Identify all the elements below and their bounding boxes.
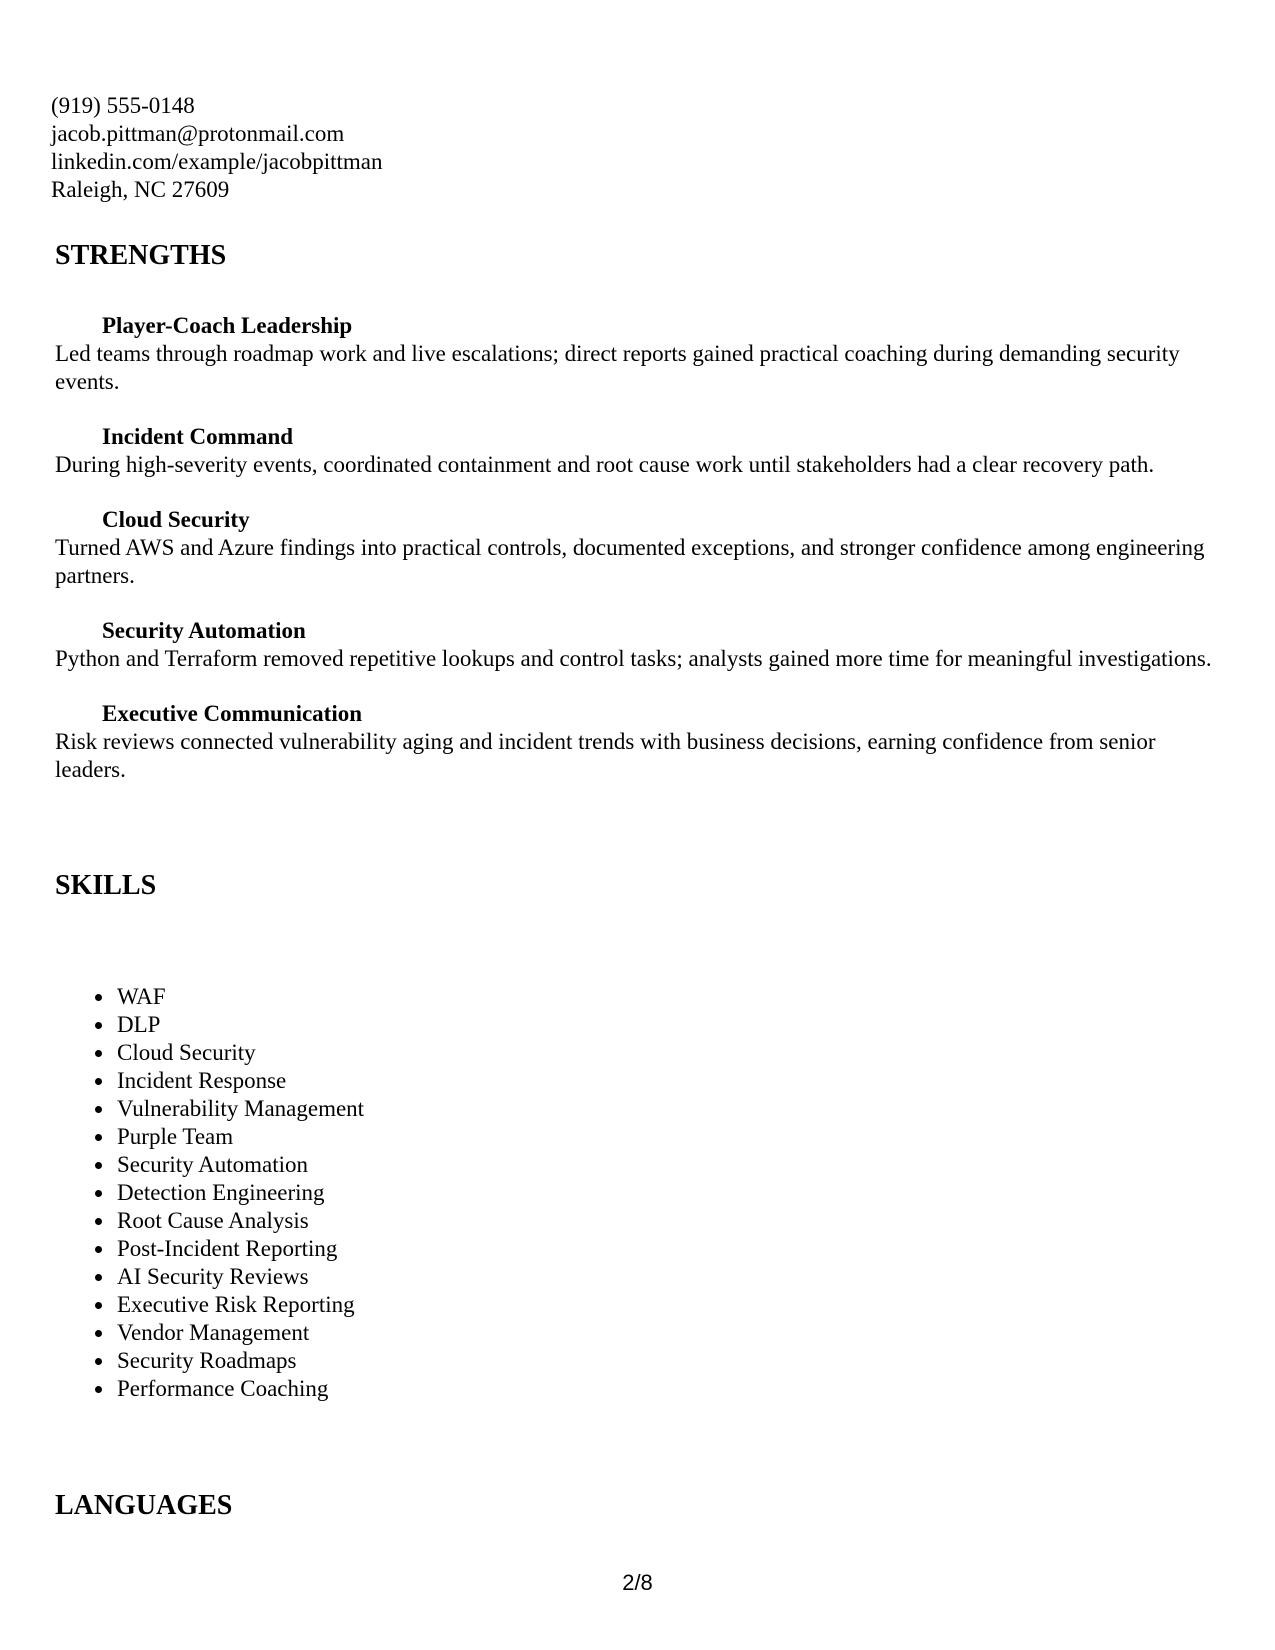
skill-label: Security Automation [117,1152,309,1177]
skill-item [55,1179,364,1207]
languages-heading: LANGUAGES [55,1490,233,1521]
strength-description: Turned AWS and Azure findings into practical controls, documented exceptions, and stronger confidence among engineering partners. [55,535,1205,588]
bullet-icon [95,1078,102,1085]
skill-label: Detection Engineering [117,1180,325,1205]
strength-description: Risk reviews connected vulnerability aging and incident trends with business decisions, earning confidence from senior leaders. [55,729,1156,782]
strength-description: Led teams through roadmap work and live escalations; direct reports gained practical coaching during demanding security events. [55,341,1180,394]
skill-label: Security Roadmaps [117,1348,297,1373]
bullet-icon [95,1330,102,1337]
skills-list [55,983,364,1403]
strength-item [55,700,1215,784]
skill-label: WAF [117,984,166,1009]
skill-item [55,1123,364,1151]
skill-label: Purple Team [117,1124,234,1149]
strength-title: Incident Command [102,424,294,449]
skill-label: Cloud Security [117,1040,256,1065]
contact-block [51,92,383,204]
skill-item [55,1011,364,1039]
linkedin-url: linkedin.com/example/jacobpittman [51,149,383,174]
strengths-heading: STRENGTHS [55,240,227,271]
strength-item [55,506,1215,590]
skill-label: Root Cause Analysis [117,1208,309,1233]
location: Raleigh, NC 27609 [51,177,230,202]
skill-item [55,1263,364,1291]
skill-label: Vendor Management [117,1320,310,1345]
skill-item [55,1039,364,1067]
skills-heading: SKILLS [55,870,157,901]
skill-item [55,1151,364,1179]
bullet-icon [95,1162,102,1169]
strength-item [55,312,1215,396]
email-address: jacob.pittman@protonmail.com [51,121,345,146]
skill-label: Incident Response [117,1068,287,1093]
bullet-icon [95,1106,102,1113]
bullet-icon [95,1246,102,1253]
skill-item [55,983,364,1011]
strengths-list [55,312,1215,811]
skill-label: Post-Incident Reporting [117,1236,338,1261]
bullet-icon [95,1358,102,1365]
bullet-icon [95,1134,102,1141]
skill-item [55,1207,364,1235]
strength-title: Security Automation [102,618,306,643]
skill-label: DLP [117,1012,161,1037]
strength-title: Executive Communication [102,701,363,726]
bullet-icon [95,1274,102,1281]
skill-item [55,1067,364,1095]
skill-label: AI Security Reviews [117,1264,309,1289]
bullet-icon [95,1218,102,1225]
strength-title: Cloud Security [102,507,250,532]
skill-label: Executive Risk Reporting [117,1292,355,1317]
strength-item [55,617,1215,673]
page-number: 2/8 [622,1570,653,1595]
bullet-icon [95,1302,102,1309]
skill-item [55,1235,364,1263]
skill-item [55,1347,364,1375]
bullet-icon [95,1050,102,1057]
strength-title: Player-Coach Leadership [102,313,353,338]
skill-item [55,1375,364,1403]
skill-label: Performance Coaching [117,1376,329,1401]
bullet-icon [95,1386,102,1393]
bullet-icon [95,1190,102,1197]
skill-item [55,1291,364,1319]
strength-description: During high-severity events, coordinated containment and root cause work until stakeholders had a clear recovery path. [55,452,1155,477]
phone-number: (919) 555-0148 [51,93,195,118]
bullet-icon [95,1022,102,1029]
skill-item [55,1095,364,1123]
bullet-icon [95,994,102,1001]
skill-item [55,1319,364,1347]
strength-item [55,423,1215,479]
strength-description: Python and Terraform removed repetitive lookups and control tasks; analysts gained more time for meaningful investigations. [55,646,1212,671]
skill-label: Vulnerability Management [117,1096,365,1121]
